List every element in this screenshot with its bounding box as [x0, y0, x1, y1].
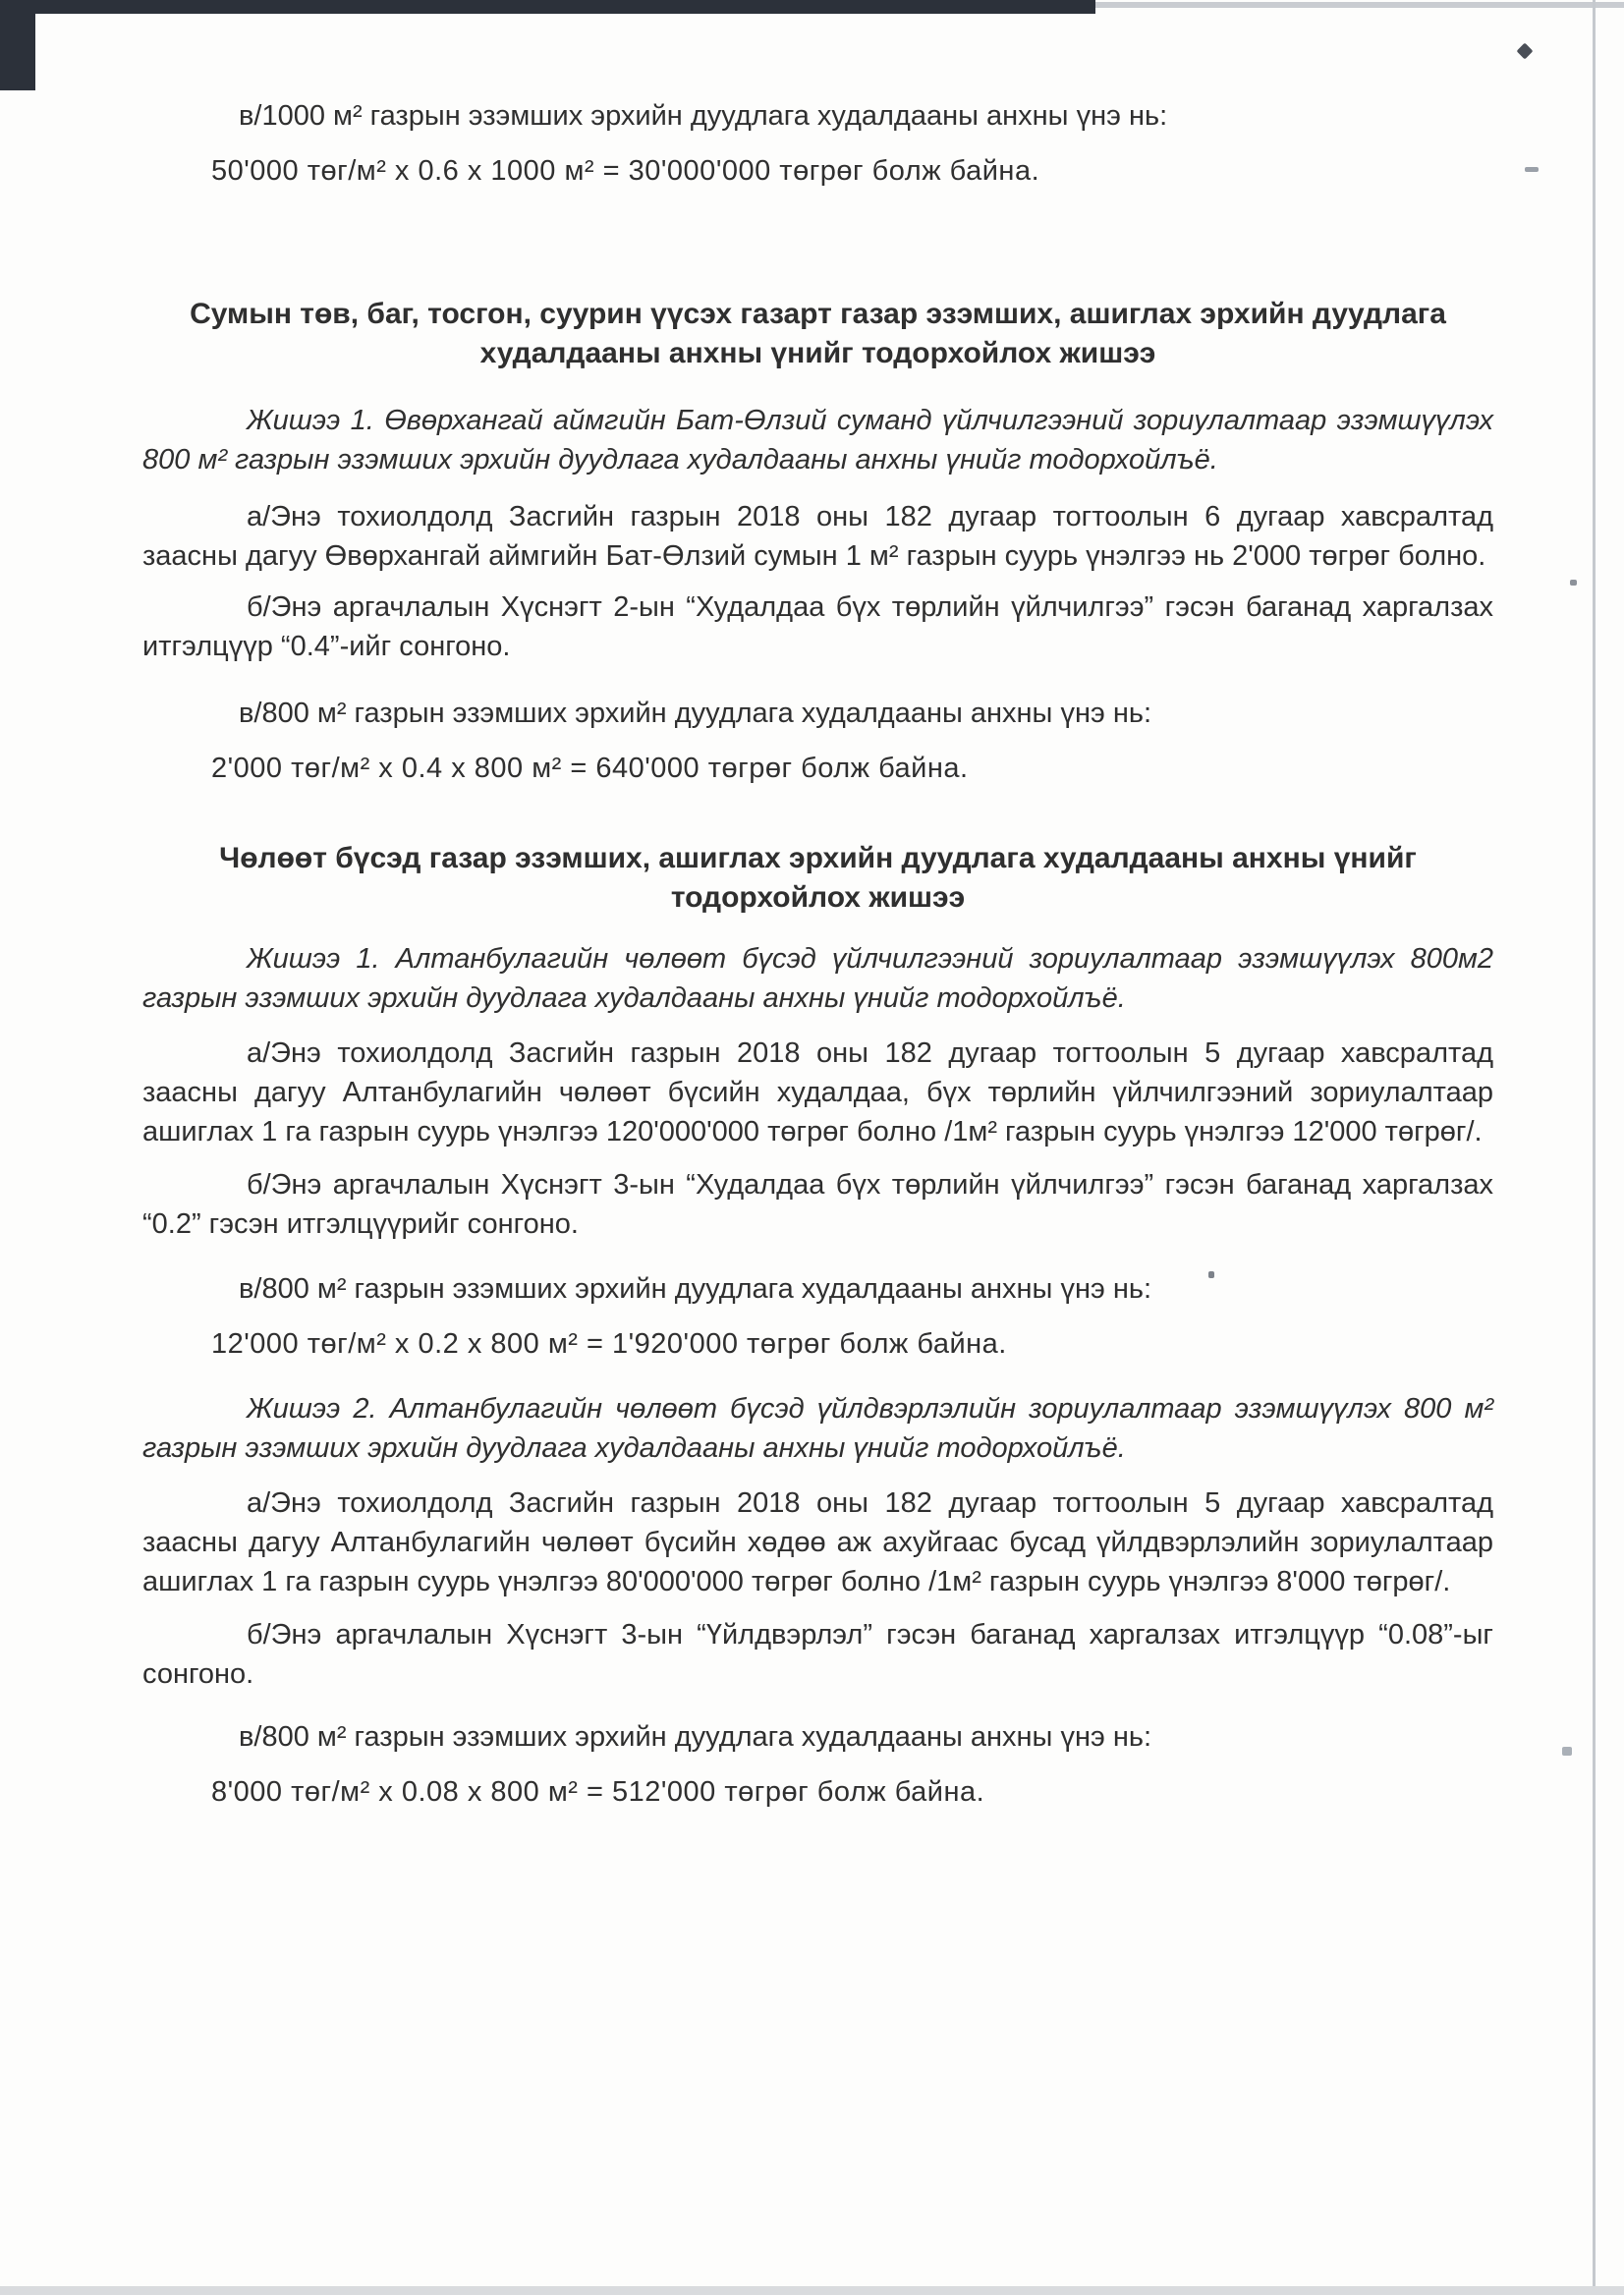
scan-artifact-bottom-strip — [0, 2286, 1624, 2295]
scan-speck — [1570, 580, 1577, 586]
scan-speck — [1517, 43, 1534, 60]
sum-example1-item-a: а/Энэ тохиолдолд Засгийн газрын 2018 оны 182 дугаар тогтоолын 6 дугаар хавсралтад заасны дагуу Өвөрхангай аймгийн Бат-Өлзий сумын 1 м² газрын суурь үнэлгээ нь 2'000 төгрөг болно. — [142, 501, 1493, 572]
free-example2-item-v: в/800 м² газрын эзэмших эрхийн дуудлага худалдааны анхны үнэ нь: — [239, 1721, 1152, 1753]
sum-example1-item-v: в/800 м² газрын эзэмших эрхийн дуудлага худалдааны анхны үнэ нь: — [239, 698, 1152, 729]
free-example2-item-a: а/Энэ тохиолдолд Засгийн газрын 2018 оны 182 дугаар тогтоолын 5 дугаар хавсралтад заасны дагуу Алтанбулагийн чөлөөт бүсийн хөдөө аж ахуйгаас бусад үйлдвэрлэлийн зориулалтаар ашиглах 1 га газрын суурь үнэлгээ 80'000'000 төгрөг болно /1м² газрын суурь үнэлгээ 8'000 төгрөг/. — [142, 1487, 1493, 1597]
free-example1-formula: 12'000 төг/м² х 0.2 х 800 м² = 1'920'000 төгрөг болж байна. — [211, 1328, 1007, 1360]
document-content — [142, 0, 1493, 1812]
sum-example1-item-b: б/Энэ аргачлалын Хүснэгт 2-ын “Худалдаа бүх төрлийн үйлчилгээ” гэсэн баганад харгалзах итгэлцүүр “0.4”-ийг сонгоно. — [142, 591, 1493, 662]
free-example2-item-b: б/Энэ аргачлалын Хүснэгт 3-ын “Үйлдвэрлэл” гэсэн баганад харгалзах итгэлцүүр “0.08”-ыг сонгоно. — [142, 1619, 1493, 1690]
sum-example1-intro: Жишээ 1. Өвөрхангай аймгийн Бат-Өлзий суманд үйлчилгээний зориулалтаар эзэмшүүлэх 800 м² газрын эзэмших эрхийн дуудлага худалдааны анхны үнийг тодорхойлъё. — [142, 405, 1493, 476]
prelude-item-v: в/1000 м² газрын эзэмших эрхийн дуудлага худалдааны анхны үнэ нь: — [239, 100, 1168, 132]
free-example1-item-v: в/800 м² газрын эзэмших эрхийн дуудлага худалдааны анхны үнэ нь: — [239, 1273, 1152, 1305]
section-free-zone-heading: Чөлөөт бүсэд газар эзэмших, ашиглах эрхийн дуудлага худалдааны анхны үнийг тодорхойлох жишээ — [219, 842, 1417, 914]
scan-speck — [1525, 167, 1539, 172]
free-example1-intro: Жишээ 1. Алтанбулагийн чөлөөт бүсэд үйлчилгээний зориулалтаар эзэмшүүлэх 800м2 газрын эзэмших эрхийн дуудлага худалдааны анхны үнийг тодорхойлъё. — [142, 943, 1493, 1014]
free-example1-item-b: б/Энэ аргачлалын Хүснэгт 3-ын “Худалдаа бүх төрлийн үйлчилгээ” гэсэн баганад харгалзах “0.2” гэсэн итгэлцүүрийг сонгоно. — [142, 1169, 1493, 1240]
free-example2-intro: Жишээ 2. Алтанбулагийн чөлөөт бүсэд үйлдвэрлэлийн зориулалтаар эзэмшүүлэх 800 м² газрын эзэмших эрхийн дуудлага худалдааны анхны үнийг тодорхойлъё. — [142, 1393, 1493, 1464]
scan-speck — [1562, 1747, 1572, 1756]
scan-artifact-page-edge-line — [1593, 0, 1596, 2295]
sum-example1-formula: 2'000 төг/м² х 0.4 х 800 м² = 640'000 төгрөг болж байна. — [211, 753, 969, 784]
scan-artifact-corner-block — [0, 0, 35, 90]
free-example1-item-a: а/Энэ тохиолдолд Засгийн газрын 2018 оны 182 дугаар тогтоолын 5 дугаар хавсралтад заасны дагуу Алтанбулагийн чөлөөт бүсийн худалдаа, бүх төрлийн үйлчилгээний зориулалтаар ашиглах 1 га газрын суурь үнэлгээ 120'000'000 төгрөг болно /1м² газрын суурь үнэлгээ 12'000 төгрөг/. — [142, 1037, 1493, 1148]
free-example2-formula: 8'000 төг/м² х 0.08 х 800 м² = 512'000 төгрөг болж байна. — [211, 1776, 985, 1808]
section-sum-center-heading: Сумын төв, баг, тосгон, суурин үүсэх газарт газар эзэмших, ашиглах эрхийн дуудлага худалдааны анхны үнийг тодорхойлох жишээ — [190, 298, 1446, 369]
prelude-formula: 50'000 төг/м² х 0.6 х 1000 м² = 30'000'000 төгрөг болж байна. — [211, 155, 1040, 187]
